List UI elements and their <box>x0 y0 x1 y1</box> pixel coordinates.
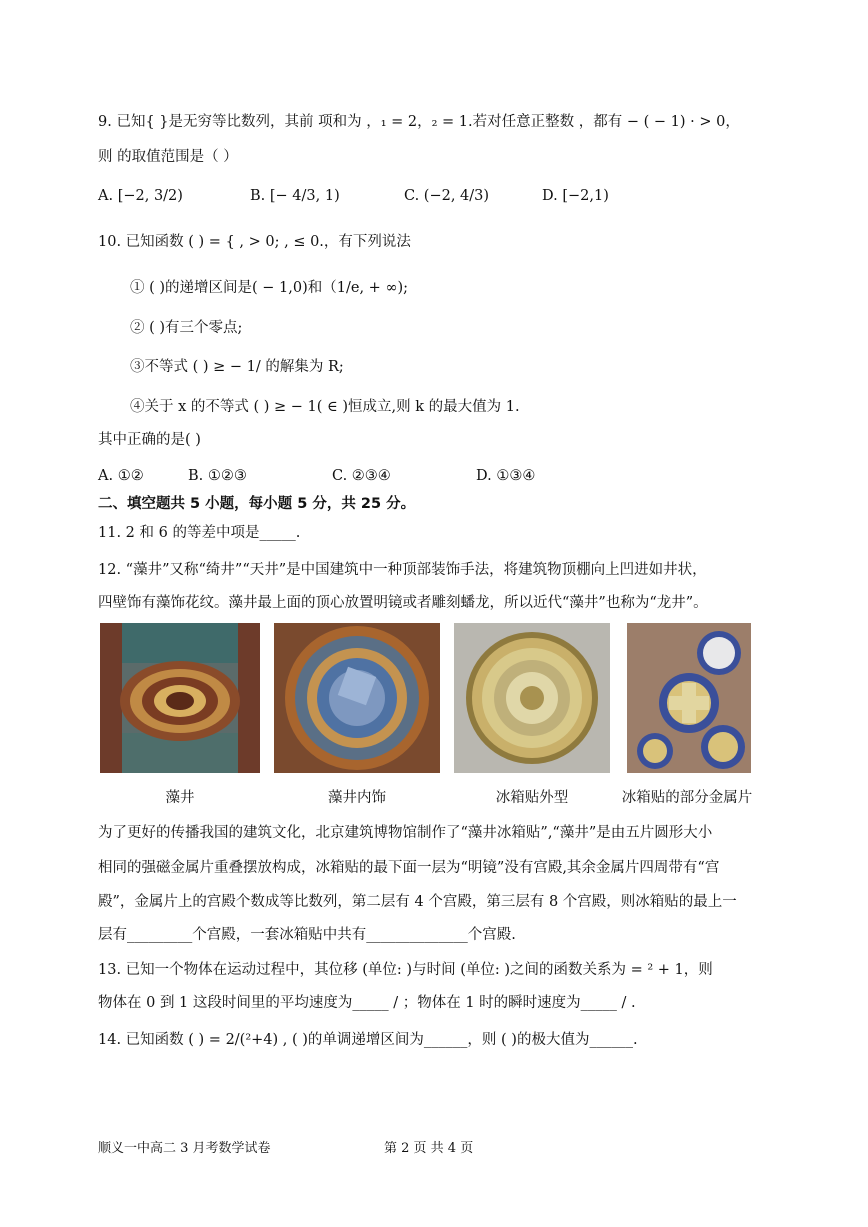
q9-line1: 9. 已知{ }是无穷等比数列，其前 项和为 ，₁ = 2，₂ = 1.若对任意正整数 ，都有 − ( − 1) · > 0， <box>98 114 740 130</box>
q13-line2: 物体在 0 到 1 这段时间里的平均速度为_____ / ；物体在 1 时的瞬时速度为_____ / . <box>98 995 636 1011</box>
caisson-ceiling-image <box>100 623 260 773</box>
metal-pieces-image <box>627 623 751 773</box>
q9-option-c: C. (−2, 4/3) <box>404 188 490 204</box>
q12-para-1: 为了更好的传播我国的建筑文化，北京建筑博物馆制作了“藻井冰箱贴”,“藻井”是由五片圆形大小 <box>98 825 713 841</box>
q10-line1: 10. 已知函数 ( ) = { , > 0; , ≤ 0.，有下列说法 <box>98 234 411 250</box>
q11: 11. 2 和 6 的等差中项是_____. <box>98 525 301 541</box>
caption-metal-pieces: 冰箱贴的部分金属片 <box>621 790 753 806</box>
caption-caisson-interior: 藻井内饰 <box>328 790 386 806</box>
q10-statement-4: ④关于 x 的不等式 ( ) ≥ − 1( ∈ )恒成立,则 k 的最大值为 1. <box>130 399 520 415</box>
q9-line2: 则 的取值范围是（ ） <box>98 149 238 165</box>
q9-option-a: A. [−2, 3/2) <box>98 188 183 204</box>
q10-option-b: B. ①②③ <box>188 468 247 484</box>
q9-option-d: D. [−2,1) <box>542 188 609 204</box>
footer-exam-title: 顺义一中高二 3 月考数学试卷 <box>98 1141 271 1156</box>
q10-ask: 其中正确的是( ) <box>98 432 201 448</box>
q14: 14. 已知函数 ( ) = 2/(²+4) , ( )的单调递增区间为______，则 ( )的极大值为______. <box>98 1032 638 1048</box>
q12-para-4: 层有_________个宫殿，一套冰箱贴中共有______________个宫殿. <box>98 927 516 943</box>
q10-option-a: A. ①② <box>98 468 144 484</box>
q10-statement-1: ① ( )的递增区间是( − 1,0)和（1/e, + ∞); <box>130 280 409 296</box>
q9-option-b: B. [− 4/3, 1) <box>250 188 340 204</box>
caisson-interior-image <box>274 623 440 773</box>
q12-para-3: 殿”，金属片上的宫殿个数成等比数列，第二层有 4 个宫殿，第三层有 8 个宫殿，则冰箱贴的最上一 <box>98 894 737 910</box>
caption-caisson: 藻井 <box>165 790 195 806</box>
q10-statement-2: ② ( )有三个零点; <box>130 320 243 336</box>
caption-fridge-magnet: 冰箱贴外型 <box>495 790 569 806</box>
q10-option-d: D. ①③④ <box>476 468 536 484</box>
q12-para-2: 相同的强磁金属片重叠摆放构成，冰箱贴的最下面一层为“明镜”没有宫殿,其余金属片四周带有“宫 <box>98 860 720 876</box>
q13-line1: 13. 已知一个物体在运动过程中，其位移 (单位: )与时间 (单位: )之间的函数关系为 = ² + 1，则 <box>98 962 713 978</box>
q10-statement-3: ③不等式 ( ) ≥ − 1/ 的解集为 R; <box>130 359 344 375</box>
section-heading: 二、填空题共 5 小题，每小题 5 分，共 25 分。 <box>98 496 416 512</box>
footer-page-number: 第 2 页 共 4 页 <box>384 1141 474 1156</box>
q10-option-c: C. ②③④ <box>332 468 391 484</box>
q12-line2: 四壁饰有藻饰花纹。藻井最上面的顶心放置明镜或者雕刻蟠龙，所以近代“藻井”也称为“龙井”。 <box>98 595 708 611</box>
q12-line1: 12. “藻井”又称“绮井”“天井”是中国建筑中一种顶部装饰手法，将建筑物顶棚向上凹进如井状， <box>98 562 707 578</box>
fridge-magnet-image <box>454 623 610 773</box>
